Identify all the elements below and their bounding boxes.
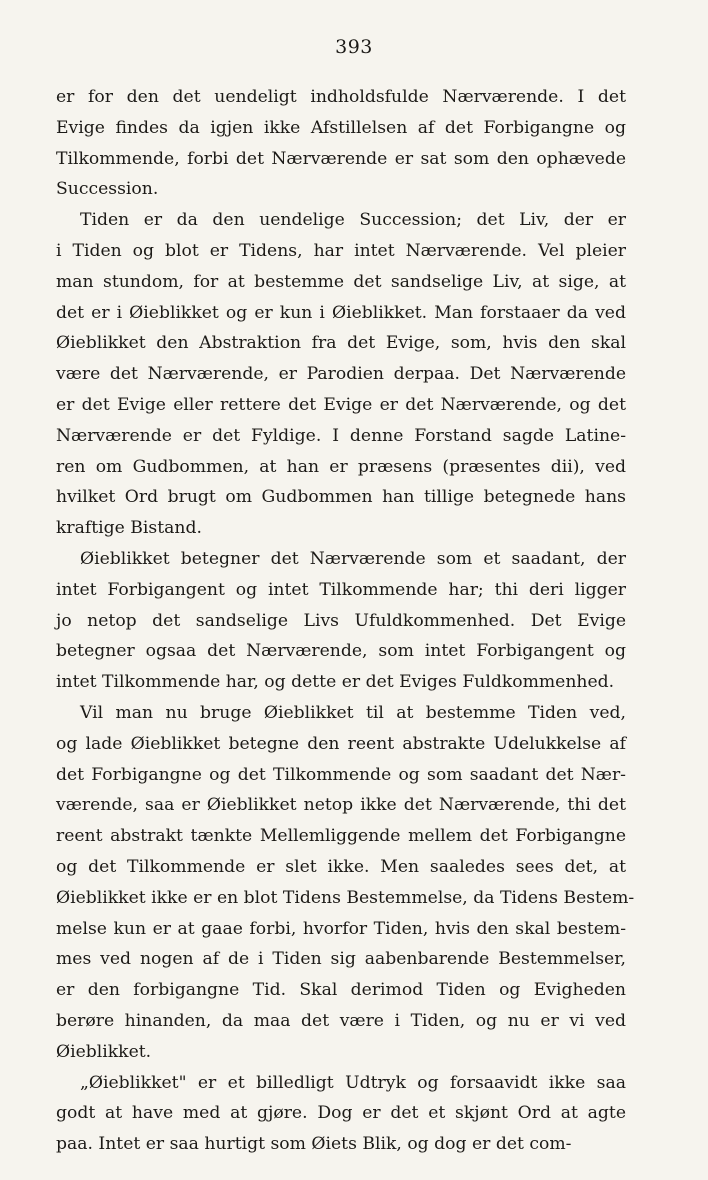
text-line: Øieblikket den Abstraktion fra det Evige, som, hvis den skal: [56, 333, 626, 354]
text-line: reent abstrakt tænkte Mellemliggende mellem det Forbigangne: [56, 826, 626, 847]
text-line: og lade Øieblikket betegne den reent abstrakte Udelukkelse af: [56, 733, 626, 754]
paragraph: [56, 205, 626, 544]
paragraph: [56, 544, 626, 698]
text-line: ren om Gudbommen, at han er præsens (præsentes dii), ved: [56, 456, 626, 477]
text-line: intet Forbigangent og intet Tilkommende har; thi deri ligger: [56, 579, 626, 600]
text-line: være det Nærværende, er Parodien derpaa. Det Nærværende: [56, 364, 626, 385]
text-line: i Tiden og blot er Tidens, har intet Nærværende. Vel pleier: [56, 240, 626, 261]
text-line: kraftige Bistand.: [56, 518, 202, 539]
text-line: værende, saa er Øieblikket netop ikke det Nærværende, thi det: [56, 795, 626, 816]
text-line: Øieblikket betegner det Nærværende som et saadant, der: [80, 548, 626, 569]
text-line: „Øieblikket" er et billedligt Udtryk og forsaavidt ikke saa: [80, 1072, 626, 1093]
text-line: Vil man nu bruge Øieblikket til at bestemme Tiden ved,: [80, 702, 626, 723]
text-line: Tiden er da den uendelige Succession; det Liv, der er: [80, 210, 626, 231]
text-line: er det Evige eller rettere det Evige er det Nærværende, og det: [56, 394, 626, 415]
text-line: mes ved nogen af de i Tiden sig aabenbarende Bestemmelser,: [56, 949, 626, 970]
text-line: Øieblikket.: [56, 1041, 152, 1062]
text-line: det er i Øieblikket og er kun i Øieblikket. Man forstaaer da ved: [56, 302, 626, 323]
text-line: er for den det uendeligt indholdsfulde Nærværende. I det: [56, 87, 626, 107]
page-number: 393: [335, 36, 373, 58]
body-text: [56, 82, 635, 1160]
paragraph: [56, 82, 626, 205]
text-line: godt at have med at gjøre. Dog er det et skjønt Ord at agte: [56, 1103, 626, 1124]
text-line: betegner ogsaa det Nærværende, som intet Forbigangent og: [56, 641, 626, 662]
text-line: Øieblikket ikke er en blot Tidens Bestemmelse, da Tidens Bestem-: [56, 887, 635, 908]
text-line: Nærværende er det Fyldige. I denne Forstand sagde Latine-: [56, 425, 626, 446]
paragraph: [56, 698, 635, 1068]
text-line: man stundom, for at bestemme det sandselige Liv, at sige, at: [56, 271, 626, 292]
paragraph: [56, 1068, 626, 1160]
text-line: berøre hinanden, da maa det være i Tiden, og nu er vi ved: [56, 1010, 626, 1031]
text-line: Succession.: [56, 179, 159, 200]
text-line: hvilket Ord brugt om Gudbommen han tillige betegnede hans: [56, 487, 626, 508]
text-line: Tilkommende, forbi det Nærværende er sat som den ophævede: [56, 148, 626, 169]
text-line: Evige findes da igjen ikke Afstillelsen af det Forbigangne og: [56, 117, 626, 138]
text-line: jo netop det sandselige Livs Ufuldkommenhed. Det Evige: [56, 610, 626, 631]
text-line: paa. Intet er saa hurtigt som Øiets Blik, og dog er det com-: [56, 1134, 572, 1155]
text-line: intet Tilkommende har, og dette er det Eviges Fuldkommenhed.: [56, 672, 615, 693]
text-line: og det Tilkommende er slet ikke. Men saaledes sees det, at: [56, 856, 626, 877]
text-line: det Forbigangne og det Tilkommende og som saadant det Nær-: [56, 764, 626, 785]
text-line: er den forbigangne Tid. Skal derimod Tiden og Evigheden: [56, 980, 626, 1001]
text-line: melse kun er at gaae forbi, hvorfor Tiden, hvis den skal bestem-: [56, 918, 626, 939]
